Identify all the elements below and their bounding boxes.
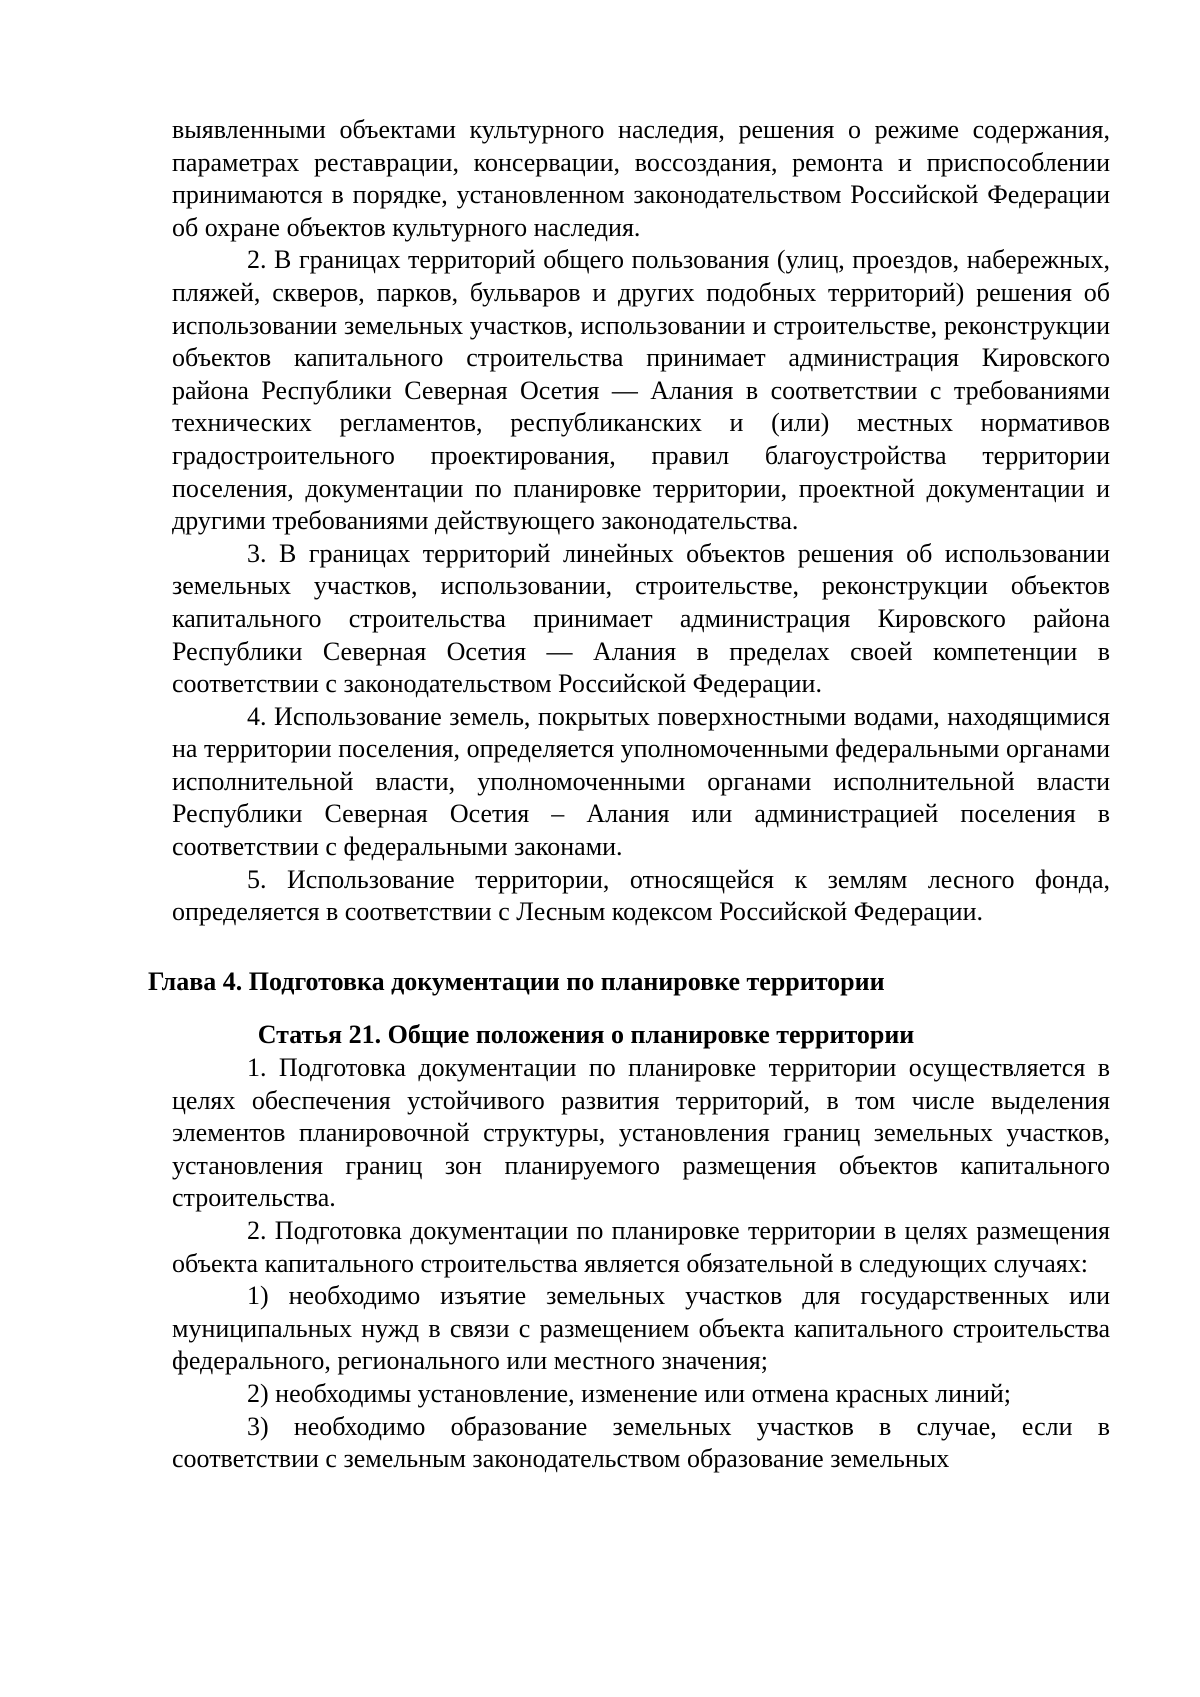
paragraph-article-item-2: 2. Подготовка документации по планировке территории в целях размещения объекта капитального строительства является обязательной в следующих случаях: xyxy=(172,1216,1110,1278)
paragraph-item-2: 2. В границах территорий общего пользования (улиц, проездов, набережных, пляжей, скверов, парков, бульваров и других подобных территорий) решения об использовании земельных участков, использовании и строительстве, реконструкции объектов капитального строительства принимает администрация Кировского района Республики Северная Осетия — Алания в соответствии с требованиями технических регламентов, республиканских и (или) местных нормативов градостроительного проектирования, правил благоустройства территории поселения, документации по планировке территории, проектной документации и другими требованиями действующего законодательства. xyxy=(172,245,1110,536)
paragraph-item-4: 4. Использование земель, покрытых поверхностными водами, находящимися на территории поселения, определяется уполномоченными федеральными органами исполнительной власти, уполномоченными органами исполнительной власти Республики Северная Осетия – Алания или администрацией поселения в соответствии с федеральными законами. xyxy=(172,701,1110,862)
paragraph-article-item-1: 1. Подготовка документации по планировке территории осуществляется в целях обеспечения устойчивого развития территорий, в том числе выделения элементов планировочной структуры, установления границ земельных участков, установления границ зон планируемого размещения объектов капитального строительства. xyxy=(172,1053,1110,1213)
document-body xyxy=(148,114,1110,1476)
paragraph-item-5: 5. Использование территории, относящейся к землям лесного фонда, определяется в соответствии с Лесным кодексом Российской Федерации. xyxy=(172,864,1110,927)
paragraph-subitem-1: 1) необходимо изъятие земельных участков для государственных или муниципальных нужд в связи с размещением объекта капитального строительства федерального, регионального или местного значения; xyxy=(172,1281,1110,1376)
paragraph-item-3: 3. В границах территорий линейных объектов решения об использовании земельных участков, использовании, строительстве, реконструкции объектов капитального строительства принимает администрация Кировского района Республики Северная Осетия — Алания в пределах своей компетенции в соответствии с законодательством Российской Федерации. xyxy=(172,538,1110,699)
paragraph-subitem-2: 2) необходимы установление, изменение или отмена красных линий; xyxy=(247,1378,1012,1408)
chapter-heading: Глава 4. Подготовка документации по планировке территории xyxy=(148,966,885,996)
paragraph-continuation: выявленными объектами культурного наследия, решения о режиме содержания, параметрах реставрации, консервации, воссоздания, ремонта и приспособлении принимаются в порядке, установленном законодательством Российской Федерации об охране объектов культурного наследия. xyxy=(172,115,1110,242)
article-heading: Статья 21. Общие положения о планировке территории xyxy=(257,1020,915,1050)
paragraph-subitem-3: 3) необходимо образование земельных участков в случае, если в соответствии с земельным законодательством образование земельных xyxy=(172,1411,1110,1474)
